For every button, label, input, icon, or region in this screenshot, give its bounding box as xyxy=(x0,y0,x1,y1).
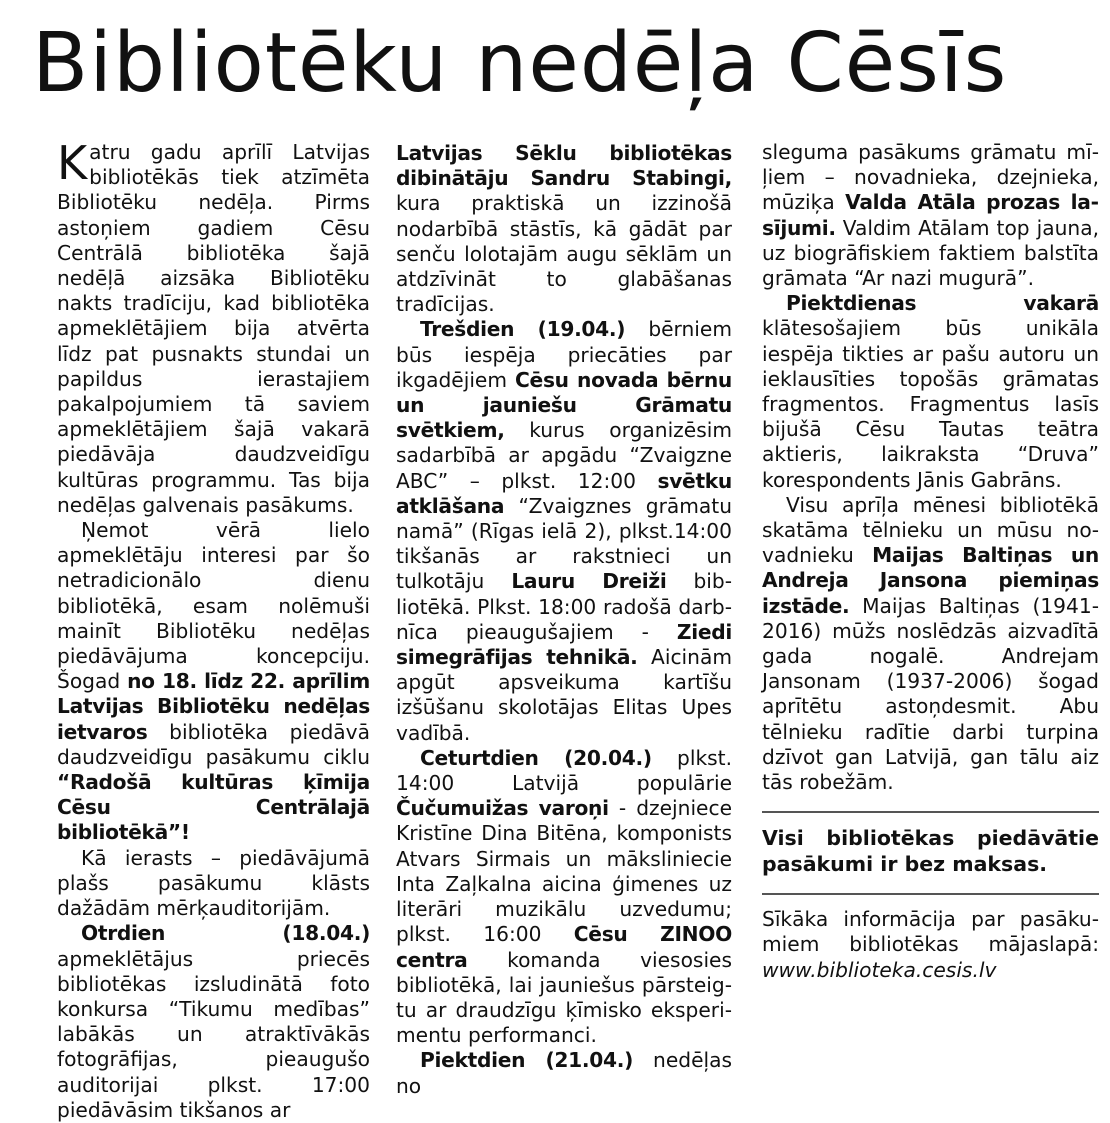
article-column-2 xyxy=(396,141,732,1099)
text: Sīkāka informācija par pasākumiem bibliotēkas mājaslapā: xyxy=(762,907,1099,957)
more-info-text xyxy=(762,907,1099,983)
divider xyxy=(762,811,1099,813)
text: Maijas Baltiņas (1941-2016) mūžs noslēdzās aizvadītā gada nogalē. Andrejam Jansonam (1937-2006) šogad aprītētu astoņdesmit. Abu tēlnieku radītie darbi turpina dzīvot gan Latvijā, gan tālu aiz tās robežām. xyxy=(762,593,1099,795)
text: sleguma pasākums grāmatu mīļiem – novadnieka, dzejnieka, mūziķa xyxy=(762,140,1099,215)
text: bērniem būs iespēja priecāties par ikgadējiem xyxy=(396,317,732,392)
paragraph xyxy=(396,746,732,1048)
paragraph xyxy=(57,921,370,1123)
drop-cap: K xyxy=(57,136,88,190)
text: kura praktiskā un izzinošā nodarbībā stāstīs, kā gādāt par senču lolotajām augu sēklām un atdzīvināt to glabāšanas tradīcijas. xyxy=(396,191,732,317)
text: klātesošajiem būs unikāla iespēja tikties ar pašu autoru un ieklausīties topošās grāmatas fragmentos. Fragmentus lasīs bijušā Cēsu Tautas teātra aktieris, laikraksta “Druva” korespondents Jānis Gabrāns. xyxy=(762,316,1099,492)
text: bibliotēka piedāvā daudzveidīgu pasākumu ciklu xyxy=(57,719,370,769)
paragraph xyxy=(57,518,370,846)
divider xyxy=(762,893,1099,895)
bold-text: Ziedi simegrāfijas tehnikā. xyxy=(396,619,732,670)
bold-text: Otrdien (18.04.) xyxy=(81,921,370,946)
website-url: www.biblioteka.cesis.lv xyxy=(762,957,997,982)
bold-text: svētku atklāšana xyxy=(396,468,732,518)
text: komanda viesosies bibliotēkā, lai jauniešus pārsteigtu ar draudzīgu ķīmisko eksperimentu performanci. xyxy=(396,947,732,1048)
bold-text: Lauru Dreiži xyxy=(511,569,667,594)
free-events-note: Visi bibliotēkas piedāvātie pasākumi ir bez maksas. xyxy=(762,826,1099,877)
text: apmeklētājus priecēs bibliotēkas izsludinātā foto konkursa “Tikumu medības” labākās un atraktīvākās fotogrāfijas, pieaugušo auditorijai plkst. 17:00 piedāvāsim tikšanos ar xyxy=(57,946,370,1122)
text: nedēļas no xyxy=(396,1048,732,1098)
paragraph xyxy=(762,493,1099,795)
text: Ņemot vērā lielo apmeklētāju interesi par šo netradicionālo dienu bibliotēkā, esam nolēmuši mainīt Bibliotēku nedēļas piedāvājuma koncepciju. Šogad xyxy=(57,518,370,694)
bold-text: Cēsu ZINOO centra xyxy=(396,922,732,972)
text: plkst. 14:00 Latvijā populārie xyxy=(396,745,732,796)
text: Visu aprīļa mēnesi bibliotēkā skatāma tēlnieku un mūsu novadnieku xyxy=(762,492,1099,568)
paragraph xyxy=(396,141,732,317)
paragraph xyxy=(396,317,732,745)
text: - dzejniece Kristīne Dina Bitēna, komponists Atvars Sirmais un mākslinieciе Inta Zaļkalna aicina ģimenes uz literāri muzikālu uzvedumu; plkst. 16:00 xyxy=(396,796,732,947)
paragraph xyxy=(762,140,1099,291)
bold-text: Latvijas Sēklu bibliotēkas dibinātāju Sandru Stabingi, xyxy=(396,141,732,191)
article-headline: Bibliotēku nedēļa Cēsīs xyxy=(32,16,1008,111)
bold-text: no 18. līdz 22. aprīlim Latvijas Bibliotēku nedēļas ietvaros xyxy=(57,669,371,744)
paragraph xyxy=(396,1048,732,1098)
bold-text: “Radošā kultūras ķīmija Cēsu Centrālajā bibliotēkā”! xyxy=(57,770,370,845)
article-column-3 xyxy=(762,140,1099,983)
paragraph xyxy=(57,136,370,518)
bold-text: Trešdien (19.04.) xyxy=(420,317,626,342)
article-column-1 xyxy=(57,136,371,1123)
bold-text: Piektdien (21.04.) xyxy=(420,1048,634,1073)
text: Valdim Atālam top jauna, uz biogrāfiskiem faktiem balstīta grāmata “Ar nazi mugurā”. xyxy=(762,215,1099,291)
paragraph: Kā ierasts – piedāvājumā plašs pasākumu klāsts dažādām mērķauditorijām. xyxy=(57,845,370,921)
bold-text: Ceturtdien (20.04.) xyxy=(420,745,652,770)
bold-text: Valda Atāla prozas lasījumi. xyxy=(762,190,1099,240)
paragraph xyxy=(762,291,1099,493)
text: “Zvaigznes grāmatu namā” (Rīgas ielā 2), plkst.14:00 tikšanās ar rakstnieci un tulkotāju xyxy=(396,493,732,594)
text: Aicinām apgūt apsveikuma kartīšu izšūšanu skolotājas Elitas Upes vadībā. xyxy=(396,645,732,745)
text: kurus organizēsim sadarbībā ar apgādu “Zvaigzne ABC” – plkst. 12:00 xyxy=(396,418,732,493)
text: atru gadu aprīlī Latvijas bibliotēkās tiek atzīmēta Bibliotēku nedēļa. Pirms astoņiem gadiem Cēsu Centrālā bibliotēka šajā nedēļā aizsāka Bibliotēku nakts tradīciju, kad bibliotēka apmeklētājiem bija atvērta līdz pat pusnakts stundai un papildus ierastajiem pakalpojumiem tā saviem apmeklētājiem šajā vakarā piedāvāja daudzveidīgu kultūras programmu. Tas bija nedēļas galvenais pasākums. xyxy=(57,140,370,517)
bold-text: Maijas Baltiņas un Andreja Jansona piemiņas izstāde. xyxy=(762,543,1099,618)
text: bibliotēkā. Plkst. 18:00 radošā darbnīca pieaugušajiem - xyxy=(396,569,732,644)
bold-text: Cēsu novada bērnu un jauniešu Grāmatu svētkiem, xyxy=(396,367,732,443)
bold-text: Piektdienas vakarā xyxy=(786,291,1099,316)
bold-text: Čučumuižas varoņi xyxy=(396,796,609,821)
